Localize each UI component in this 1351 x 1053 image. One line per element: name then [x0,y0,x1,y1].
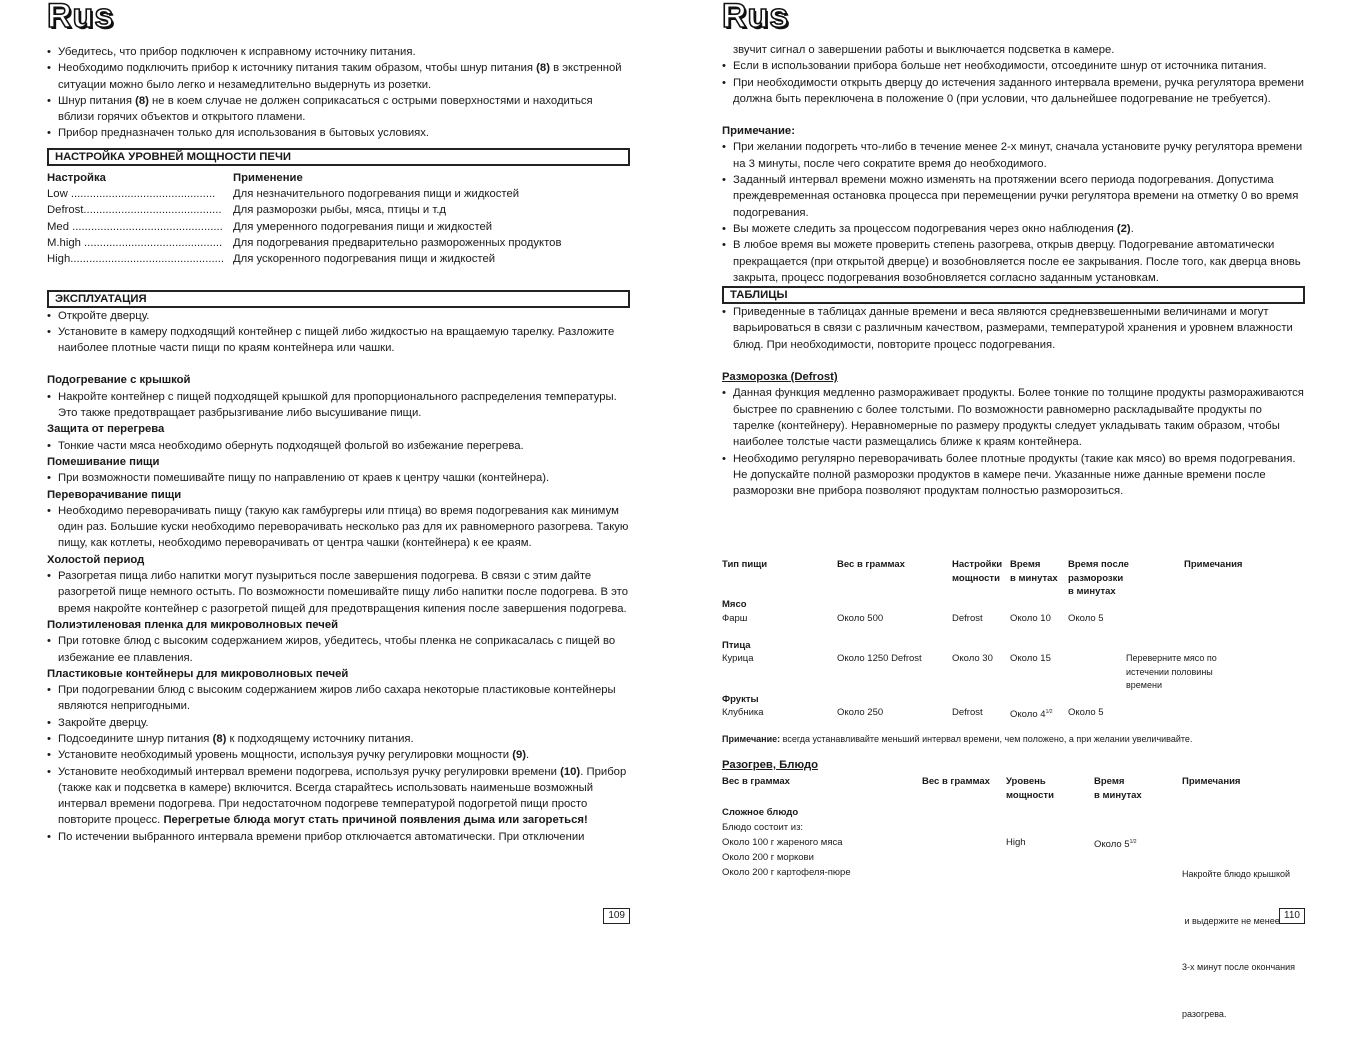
header-line: мощности [1006,789,1054,801]
table-row [47,186,630,202]
column-header [1094,775,1142,802]
footnote-label: Примечание: [722,734,781,744]
fraction: 1/2 [1045,709,1053,715]
table-cell: Для подогревания предварительно размороженных продуктов [233,236,562,249]
footnote-text: всегда устанавливайте меньший интервал времени, чем положено, а при желании увеличивайте. [780,734,1193,744]
table-cell: Для умеренного подогревания пищи и жидкостей [233,220,493,233]
notes-list [722,139,1305,286]
note-line: истечении половины [1126,666,1213,677]
table-cell: Defrost [952,707,983,718]
section-header-operation: ЭКСПЛУАТАЦИЯ [47,290,630,308]
table-cell: Около 200 г картофеля-пюре [722,867,851,878]
header-line: разморозки [1068,572,1124,584]
header-line: мощности [952,572,1000,584]
list-item: • Заданный интервал времени можно изменять на протяжении всего периода подогревания. Допустима преждевременная остановка процесса при перемещении ручки регулятора времени на отметку 0 во время подогревания. [722,172,1305,221]
list-item: • Откройте дверцу. [47,308,630,324]
table-cell [1094,836,1137,852]
list-item: • Приведенные в таблицах данные времени и веса являются средневзвешенными величинами и могут варьироваться в связи с различным качеством, размерами, температурой хранения и уровнем влажности блюд. При необходимости, повторите процесс подогревания. [722,304,1305,353]
table-cell: Около 250 [837,707,884,718]
bullet-list [722,58,1305,107]
table-cell: Около 5 [1068,613,1104,624]
group-label: Мясо [722,599,747,610]
bullet-list [722,304,1305,353]
table-note [1126,652,1217,693]
list-item: • Необходимо подключить прибор к источнику питания таким образом, чтобы шнур питания (8) в экстренной ситуации можно было легко и незамедлительно выдернуть из розетки. [47,60,630,93]
bullet-list [47,568,630,617]
subheading: Защита от перегрева [47,423,165,436]
list-item: • Тонкие части мяса необходимо обернуть подходящей фольгой во избежание перегрева. [47,438,630,454]
list-item: • Шнур питания (8) не в коем случае не должен соприкасаться с острыми поверхностями и находиться вблизи горячих объектов и открытого пламени. [47,93,630,126]
list-item: • По истечении выбранного интервала времени прибор отключается автоматически. При отключении [47,829,630,845]
table-cell: Фарш [722,613,748,624]
right-content [722,42,1305,499]
subheading: Полиэтиленовая пленка для микроволновых печей [47,618,339,631]
list-item: • В любое время вы можете проверить степень разогрева, открыв дверцу. Подогревание автоматически прекращается (при открытой дверце) и возобновляется после ее закрывания. После того, как дверца вновь закрыта, процесс подогревания возобновляется согласно заданным установкам. [722,237,1305,286]
table-cell: Курица [722,653,754,664]
right-page [722,0,1305,1019]
column-header: Вес в граммах [722,776,790,787]
table-cell: High................................................. [47,253,225,266]
list-item: • Установите необходимый уровень мощности, используя ручку регулировки мощности (9). [47,747,630,763]
table-cell: Около 1250 Defrost [837,653,922,664]
column-header [952,558,1002,585]
bullet-list [47,389,630,422]
note-line: 3-х минут после окончания [1182,962,1296,972]
column-header: Вес в граммах [922,776,990,787]
bullet-list [722,385,1305,499]
table-cell: Для ускоренного подогревания пищи и жидкостей [233,253,496,266]
column-header [1006,775,1054,802]
subheading: Холостой период [47,553,145,566]
subheading: Помешивание пищи [47,455,160,468]
list-item: • Необходимо переворачивать пищу (такую как гамбургеры или птица) во время подогревания как минимум один раз. Большие куски необходимо переворачивать несколько раз для их равномерного разогрева. Такую пищу, как котлеты, необходимо переворачивать от центра чашки (контейнера) к ее краям. [47,503,630,552]
column-header: Настройка [47,171,106,184]
header-line: Время после [1068,559,1129,570]
subheading-defrost: Разморозка (Defrost) [722,371,838,384]
list-item: • Вы можете следить за процессом подогревания через окно наблюдения (2). [722,221,1305,237]
table-cell: Около 5 [1068,707,1104,718]
continued-text: звучит сигнал о завершении работы и выключается подсветка в камере. [733,44,1115,56]
list-item: • При подогревании блюд с высоким содержанием жиров либо сахара некоторые пластиковые контейнеры являются непригодными. [47,682,630,715]
section-header-tables: ТАБЛИЦЫ [722,286,1305,304]
dish-consists: Блюдо состоит из: [722,822,804,833]
table-cell: Около 100 г жареного мяса [722,837,843,848]
cell-value: Около 5 [1094,839,1130,851]
header-line: Время [1094,776,1125,787]
table-cell: Med ................................................ [47,220,223,233]
list-item: • При готовке блюд с высоким содержанием жиров, убедитесь, чтобы пленка не соприкасалась с пищей во избежание ее плавления. [47,633,630,666]
table-row [47,202,630,218]
section-header-power: НАСТРОЙКА УРОВНЕЙ МОЩНОСТИ ПЕЧИ [47,148,630,166]
header-line: в минутах [1068,586,1116,597]
page-title: Rus [47,0,115,35]
note-line: Переверните мясо по [1126,653,1217,663]
table-cell: Около 30 [952,653,993,664]
table-cell: High [1006,837,1026,848]
note-line: времени [1126,680,1162,690]
subheading-reheat: Разогрев, Блюдо [722,759,819,771]
table-cell: Около 10 [1010,613,1051,624]
column-header [1010,558,1058,585]
list-item: • При необходимости открыть дверцу до истечения заданного интервала времени, ручка регулятора времени должна быть переключена в положение 0 (при условии, что дальнейшее подогревание не требуется). [722,75,1305,108]
list-item: • Данная функция медленно размораживает продукты. Более тонкие по толщине продукты размораживаются быстрее по сравнению с более толстыми. По возможности равномерно раскладывайте продукты по тарелке (контейнеру). Неравномерные по размеру продукты следует укладывать таким образом, чтобы наиболее толстые части размещались ближе к краям контейнера. [722,385,1305,450]
bullet-list [47,438,630,454]
subheading: Переворачивание пищи [47,488,182,501]
table-row [47,235,630,251]
note-heading: Примечание: [722,125,795,138]
table-cell: Около 15 [1010,653,1051,664]
list-item: • Разогретая пища либо напитки могут пузыриться после завершения подогрева. В связи с этим дайте разогретой пище немного остыть. По возможности помешивайте пищу либо напитки после подогрева. В это время накройте контейнер с разогретой пищей для предотвращения кипения после завершения подогрева. [47,568,630,617]
table-cell [1010,706,1053,722]
column-header: Примечания [1182,776,1241,787]
list-item: • Если в использовании прибора больше нет необходимости, отсоедините шнур от источника питания. [722,58,1305,74]
header-line: в минутах [1094,789,1142,801]
list-item: • Убедитесь, что прибор подключен к исправному источнику питания. [47,44,630,60]
column-header: Примечания [1184,559,1243,570]
table-footnote [722,733,1192,747]
table-note [1182,836,1295,1053]
list-item: • Подсоедините шнур питания (8) к подходящему источнику питания. [47,731,630,747]
column-header [1068,558,1129,599]
left-page [47,0,630,954]
page-title: Rus [722,0,790,35]
note-line: и выдержите не менее [1182,915,1280,926]
list-item: • При возможности помешивайте пищу по направлению от краев к центру чашки (контейнера). [47,470,630,486]
table-cell: Клубника [722,707,764,718]
bullet-list [47,503,630,552]
dish-name: Сложное блюдо [722,807,799,818]
header-line: в минутах [1010,572,1058,584]
operation-list [47,308,630,357]
page-number: 110 [1279,908,1305,924]
list-item: • Установите необходимый интервал времени подогрева, используя ручку регулировки времени (10). Прибор (также как и подсветка в камере) включится. Всегда старайтесь использовать наименьше возможный интервал времени подогрева. При недостаточном подогреве температурой подогретой пищи просто повторите процесс. Перегретые блюда могут стать причиной появления дыма или загореться! [47,764,630,829]
column-header: Применение [233,171,303,184]
table-cell: Около 500 [837,613,884,624]
list-item: • Прибор предназначен только для использования в бытовых условиях. [47,125,630,141]
left-content [47,44,630,845]
note-line: разогрева. [1182,1008,1227,1019]
column-header: Вес в граммах [837,559,905,570]
cell-value: Около 4 [1010,709,1046,721]
table-row [47,219,630,235]
bullet-list [47,470,630,486]
power-table [47,186,630,267]
table-cell: Defrost............................................ [47,204,222,217]
header-line: Уровень [1006,776,1046,787]
intro-list [47,44,630,142]
bullet-list [47,682,630,845]
table-cell: Около 200 г моркови [722,852,814,863]
bullet-list [47,633,630,666]
column-header: Тип пищи [722,559,768,570]
list-item: • Накройте контейнер с пищей подходящей крышкой для пропорционального распределения температуры. Это также предотвращает разбрызгивание либо высушивание пищи. [47,389,630,422]
table-cell: Low .............................................. [47,188,216,201]
group-label: Фрукты [722,694,759,705]
list-item: • Установите в камеру подходящий контейнер с пищей либо жидкостью на вращаемую тарелку. Разложите наиболее плотные части пищи по краям контейнера или чашки. [47,324,630,357]
note-line: Накройте блюдо крышкой [1182,869,1291,879]
subheading: Пластиковые контейнеры для микроволновых печей [47,667,349,680]
table-cell: M.high ............................................ [47,236,223,249]
group-label: Птица [722,640,751,651]
table-row [47,251,630,267]
page-number: 109 [603,908,630,924]
power-table-header [47,170,630,186]
list-item: • При желании подогреть что-либо в течение менее 2-х минут, сначала установите ручку регулятора времени на 3 минуты, после чего сократите время до необходимого. [722,139,1305,172]
table-cell: Defrost [952,613,983,624]
list-item: • Необходимо регулярно переворачивать более плотные продукты (такие как мясо) во время подогревания. Не допускайте полной разморозки продуктов в камере печи. Указанные ниже данные времени после разморозки вне прибора позволяют продуктам полностью разморозиться. [722,451,1305,500]
subheading: Подогревание с крышкой [47,374,191,387]
header-line: Время [1010,559,1041,570]
table-cell: Для незначительного подогревания пищи и жидкостей [233,188,520,201]
table-cell: Для разморозки рыбы, мяса, птицы и т.д [233,204,446,217]
header-line: Настройки [952,559,1003,570]
list-item: • Закройте дверцу. [47,715,630,731]
fraction: 1/2 [1129,839,1137,845]
